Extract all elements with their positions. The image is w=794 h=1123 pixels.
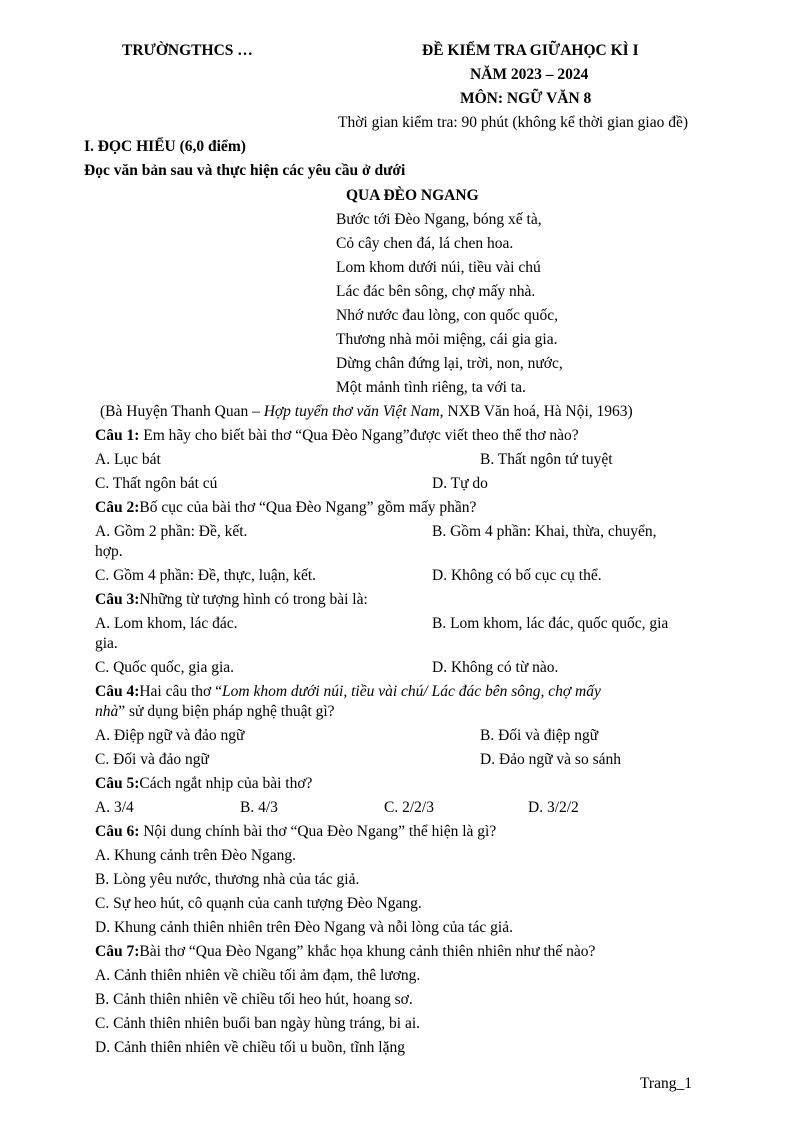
poem-line: Nhớ nước đau lòng, con quốc quốc, [336, 307, 558, 324]
question-text: Em hãy cho biết bài thơ “Qua Đèo Ngang”được viết theo thể thơ nào? [139, 427, 579, 444]
question-text: Cách ngắt nhịp của bài thơ? [139, 775, 313, 792]
q3-option-b: B. Lom khom, lác đác, quốc quốc, gia [432, 615, 669, 632]
poem-line: Dừng chân đứng lại, trời, non, nước, [336, 355, 563, 372]
source-author: (Bà Huyện Thanh Quan – [100, 403, 264, 420]
question-5 [95, 775, 312, 793]
question-label: Câu 1: [95, 427, 140, 444]
q5-option-c: C. 2/2/3 [384, 799, 434, 816]
q1-option-b: B. Thất ngôn tứ tuyệt [480, 451, 613, 468]
question-label: Câu 5: [95, 775, 140, 792]
exam-subject: MÔN: NGỮ VĂN 8 [460, 90, 592, 107]
question-quote: Lom khom dưới núi, tiều vài chú/ Lác đác bên sông, chợ mấy [222, 683, 601, 700]
q1-option-d: D. Tự do [432, 475, 488, 492]
page-number: Trang_1 [640, 1075, 692, 1092]
poem-line: Cỏ cây chen đá, lá chen hoa. [336, 235, 514, 252]
question-label: Câu 4: [95, 683, 140, 700]
question-1 [95, 427, 579, 445]
source-publisher: NXB Văn hoá, Hà Nội, 1963) [443, 403, 633, 420]
q7-option-a: A. Cảnh thiên nhiên về chiều tối ảm đạm, thê lương. [95, 967, 421, 984]
poem-line: Một mảnh tình riêng, ta với ta. [336, 379, 526, 396]
question-4 [95, 683, 601, 701]
q3-option-a: A. Lom khom, lác đác. [95, 615, 238, 632]
question-text: Bố cục của bài thơ “Qua Đèo Ngang” gồm mấy phần? [139, 499, 477, 516]
poem-line: Lom khom dưới núi, tiều vài chú [336, 259, 541, 276]
question-6 [95, 823, 496, 841]
q6-option-a: A. Khung cảnh trên Đèo Ngang. [95, 847, 297, 864]
section-instruction: Đọc văn bản sau và thực hiện các yêu cầu ở dưới [84, 162, 406, 179]
question-3 [95, 591, 368, 609]
q6-option-d: D. Khung cảnh thiên nhiên trên Đèo Ngang và nỗi lòng của tác giả. [95, 919, 513, 936]
q5-option-a: A. 3/4 [95, 799, 134, 816]
question-text: Hai câu thơ “ [139, 683, 223, 700]
q6-option-c: C. Sự heo hút, cô quạnh của canh tượng Đèo Ngang. [95, 895, 422, 912]
q2-option-a: A. Gồm 2 phần: Đề, kết. [95, 523, 248, 540]
question-text: Những từ tượng hình có trong bài là: [139, 591, 368, 608]
q4-option-c: C. Đối và đảo ngữ [95, 751, 209, 768]
exam-year: NĂM 2023 – 2024 [470, 66, 589, 83]
q4-option-d: D. Đảo ngữ và so sánh [480, 751, 621, 768]
q3-option-b-cont: gia. [95, 635, 118, 652]
q7-option-b: B. Cảnh thiên nhiên về chiều tối heo hút, hoang sơ. [95, 991, 413, 1008]
question-label: Câu 6: [95, 823, 140, 840]
q7-option-c: C. Cảnh thiên nhiên buổi ban ngày hùng tráng, bi ai. [95, 1015, 421, 1032]
exam-time: Thời gian kiểm tra: 90 phút (không kể thời gian giao đề) [338, 114, 688, 131]
question-text: Bài thơ “Qua Đèo Ngang” khắc họa khung cảnh thiên nhiên như thế nào? [139, 943, 596, 960]
q5-option-d: D. 3/2/2 [528, 799, 579, 816]
question-label: Câu 7: [95, 943, 140, 960]
q4-option-a: A. Điệp ngữ và đảo ngữ [95, 727, 245, 744]
q2-option-d: D. Không có bố cục cụ thể. [432, 567, 602, 584]
poem-source [100, 403, 633, 421]
question-quote: nhà [95, 703, 119, 720]
q5-option-b: B. 4/3 [240, 799, 278, 816]
q1-option-a: A. Lục bát [95, 451, 161, 468]
exam-title: ĐỀ KIỂM TRA GIỮAHỌC KÌ I [422, 42, 639, 59]
q6-option-b: B. Lòng yêu nước, thương nhà của tác giả. [95, 871, 360, 888]
q7-option-d: D. Cảnh thiên nhiên về chiều tối u buồn, tĩnh lặng [95, 1039, 405, 1056]
q2-option-b-cont: hợp. [95, 543, 123, 560]
question-7 [95, 943, 595, 961]
source-book: Hợp tuyển thơ văn Việt Nam, [263, 403, 444, 420]
q3-option-c: C. Quốc quốc, gia gia. [95, 659, 235, 676]
question-2 [95, 499, 476, 517]
poem-title: QUA ĐÈO NGANG [346, 187, 479, 204]
q4-option-b: B. Đối và điệp ngữ [480, 727, 599, 744]
section-heading: I. ĐỌC HIỂU (6,0 điểm) [84, 138, 246, 155]
poem-line: Bước tới Đèo Ngang, bóng xế tà, [336, 211, 542, 228]
q3-option-d: D. Không có từ nào. [432, 659, 559, 676]
poem-line: Lác đác bên sông, chợ mấy nhà. [336, 283, 536, 300]
question-label: Câu 3: [95, 591, 140, 608]
question-label: Câu 2: [95, 499, 140, 516]
q2-option-c: C. Gồm 4 phần: Đề, thực, luận, kết. [95, 567, 317, 584]
poem-line: Thương nhà mỏi miệng, cái gia gia. [336, 331, 558, 348]
q1-option-c: C. Thất ngôn bát cú [95, 475, 218, 492]
question-text: ” sử dụng biện pháp nghệ thuật gì? [118, 703, 335, 720]
q2-option-b: B. Gồm 4 phần: Khai, thừa, chuyển, [432, 523, 657, 540]
question-4-cont [95, 703, 335, 721]
question-text: Nội dung chính bài thơ “Qua Đèo Ngang” thể hiện là gì? [139, 823, 497, 840]
school-name: TRƯỜNGTHCS … [122, 42, 253, 59]
